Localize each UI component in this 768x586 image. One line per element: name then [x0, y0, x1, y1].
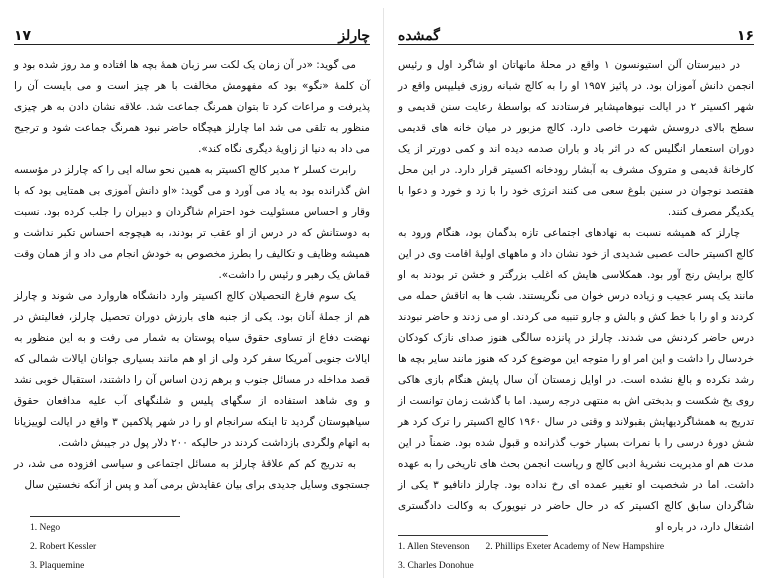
- footnote: 1. Allen Stevenson: [398, 542, 470, 552]
- right-page: [384, 0, 768, 586]
- footnote: 2. Phillips Exeter Academy of New Hampshire: [485, 542, 665, 552]
- footnote-row: [398, 542, 754, 561]
- left-page-body: [14, 55, 370, 496]
- paragraph: در دبیرستان آلن استیونسون ۱ واقع در محلهٔ مانهاتان او شاگرد اول و رئیس انجمن دانش آموزان بود. در پائیز ۱۹۵۷ او را به کالج شبانه روزی فیلیپس واقع در شهر اکسیتر ۲ در ایالت نیوهامپشایر فرستادند که بواسطهٔ رعایت سنن قدیمی و سطح بالای دروسش شهرت خاصی دارد. کالج مزبور در میان خانه های قدیمی دوران استعمار انگلیس که در اثر باد و باران صدمه دیده اند و کمی دورتر از یک کارخانهٔ قدیمی و متروک مشرف به آبشار رودخانه اکسیتر قرار دارد. در این محل هفتصد نوجوان در سنین بلوغ سعی می کنند انرژی خود را با زد و خورد و دعوا با یکدیگر مصرف کنند.: [398, 59, 755, 218]
- footnote-rule: [398, 535, 548, 536]
- right-page-body: [398, 55, 754, 538]
- paragraph: به تدریج کم کم علاقهٔ چارلز به مسائل اجتماعی و سیاسی افزوده می شد، در جستجوی وسایل جدیدی برای بیان عقایدش برمی آمد و پس از آنکه نخستین سال: [14, 458, 370, 491]
- left-page-number: ۱۷: [14, 28, 32, 44]
- right-page-number: ۱۶: [736, 28, 754, 44]
- footnote: 1. Nego: [30, 523, 61, 533]
- footnote: 3. Charles Donohue: [398, 561, 474, 571]
- right-page-title: گمشده: [398, 28, 440, 44]
- footnote: 3. Plaquemine: [30, 561, 85, 571]
- left-footnotes: [30, 516, 180, 580]
- paragraph: یک سوم فارغ التحصیلان کالج اکسیتر وارد دانشگاه هاروارد می شوند و چارلز هم از جملهٔ آنان بود. یکی از جنبه های بارزش دوران تحصیل چارلز، فعالیتش در نهضت دفاع از تساوی حقوق سیاه پوستان به شمار می رفت و به این منظور به ایالات جنوبی آمریکا سفر کرد ولی از او هم مانند بسیاری جوانان ایالات شمالی که قصد مداخله در مسائل جنوب و برهم زدن اساس آن را داشتند، استقبال خوبی نشد و وی شاهد استفاده از سگهای پلیس و شلنگهای آب علیه مدافعان حقوق سیاهپوستان گردید تا اینکه سرانجام او را در شهر پلاکمین ۳ واقع در ایالت لوییزیانا به اتهام ولگردی بازداشت کردند در حالیکه ۲۰۰ دلار پول در جیبش داشت.: [14, 290, 371, 449]
- footnote: 2. Robert Kessler: [30, 542, 97, 552]
- right-footnotes: [398, 535, 754, 580]
- right-page-header: [398, 14, 754, 45]
- footnote-rule: [30, 516, 180, 517]
- left-page-title: چارلز: [338, 28, 370, 44]
- paragraph: می گوید: «در آن زمان یک لکت سر زبان همهٔ بچه ها افتاده و مد روز شده بود و آن کلمهٔ «نگو» بود که مفهومش مخالفت با هر چیز است و می بایست آن را پذیرفت و مراعات کرد تا بتوان همرنگ جماعت شد. علاقه نشان دادن به هر چیزی منظور به تلقی می شد اما چارلز هیچگاه حاضر نبود همرنگ جماعت شود و ترجیح می داد به دنیا از زاویهٔ دیگری نگاه کند».: [14, 59, 370, 155]
- paragraph: چارلز که همیشه نسبت به نهادهای اجتماعی تازه بدگمان بود، هنگام ورود به کالج اکسیتر حالت عصبی شدیدی از خود نشان داد و ماههای اولیهٔ اقامت وی در این کالج برایش رنج آور بود. همکلاسی هایش که اغلب بزرگتر و خشن تر بودند به او مانند یک پسر عجیب و زیاده درس خوان می نگریستند. شب ها به اتاقش حمله می کردند و او را با خط کش و بالش و جارو تنبیه می کردند. او می زدند و حاضر نبودند درس حاضر کردنش می شدند. چارلز در پانزده سالگی هنوز صدای نازک کودکان خردسال را داشت و این امر او را متوجه این موضوع کرد که هنوز مانند سایر بچه ها رشد نکرده و بالغ نشده است. در اوایل زمستان آن سال پایش هنگام بازی هاکی روی یخ شکست و بدبختی اش به منتهی درجه رسید. اما با گذشت زمان توانست از تدریج به همشاگردیهایش بقبولاند و وقتی در سال ۱۹۶۰ کالج اکسیتر را ترک کرد هر شش دورهٔ درسی را با نمرات بسیار خوب گذرانده و قبول شده بود. ضمناً در این مدت هم او مدیریت نشریهٔ ادبی کالج و ریاست انجمن بحث های تاریخی را به عهده داشت. اما در شخصیت او تغییر عمده ای رخ نداده بود. چارلز دانافیو ۳ یکی از شاگردان سابق کالج اکسیتر که در حال حاضر در نیویورک به وکالت دادگستری اشتغال دارد، در باره او: [398, 227, 754, 533]
- left-page-header: [14, 14, 370, 45]
- paragraph: رابرت کسلر ۲ مدیر کالج اکسیتر به همین نحو ساله ایی را که چارلز در مؤسسه اش گذرانده بود به یاد می آورد و می گوید: «او دانش آموزی بی همتایی بود که با وقار و احساس مسئولیت خود احترام شاگردان و دبیران را جلب کرده بود. نسبت به دوستانش که در درس از او عقب تر بودند، به هیچوجه احساس تکبر نداشت و همیشه وظایف و تکالیف را بطرز مخصوص به خودش انجام می داد و از همان وقت قماش یک رهبر و رئیس را داشت».: [14, 164, 370, 281]
